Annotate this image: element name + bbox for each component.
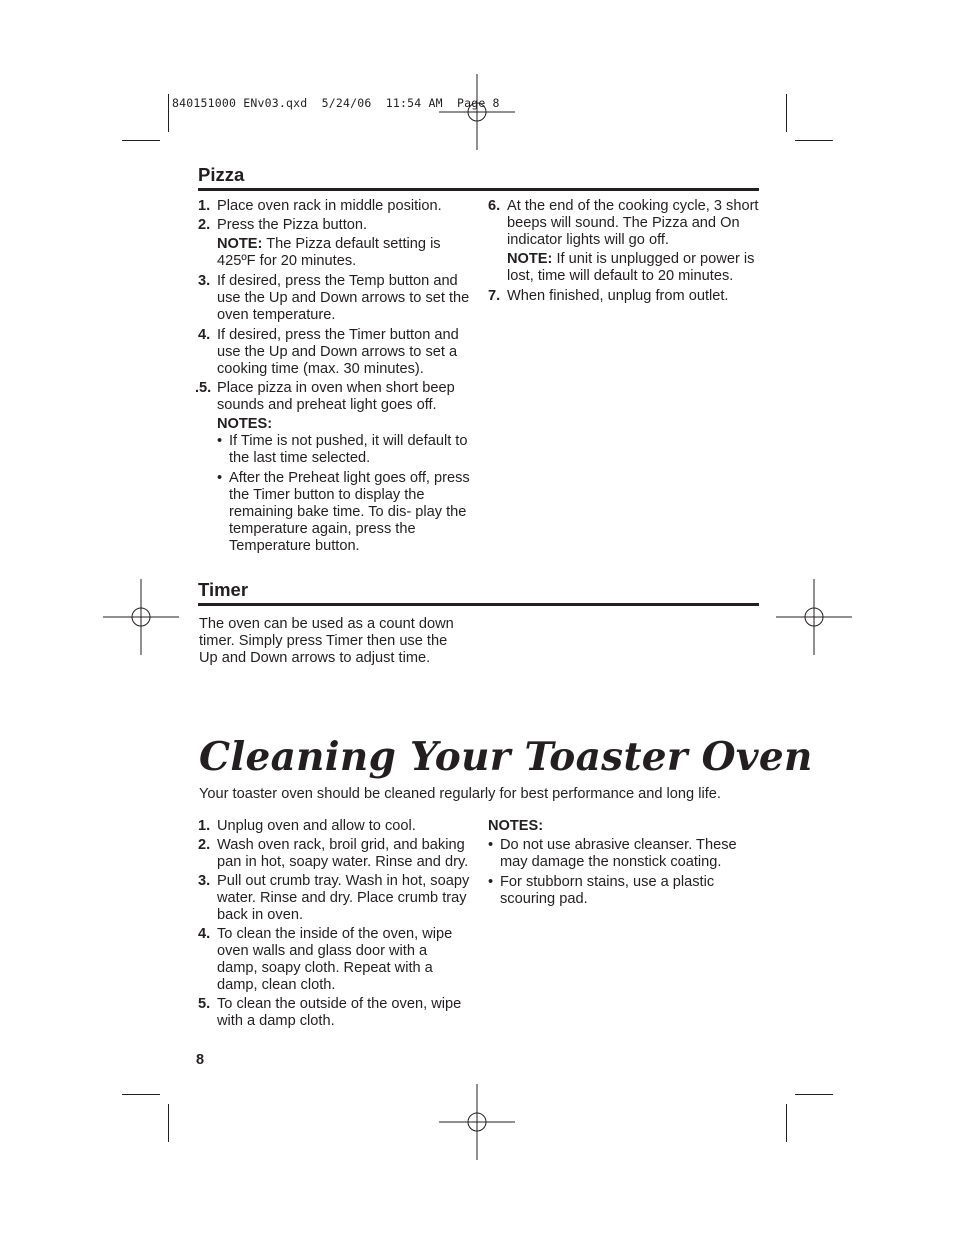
bullet-text: If Time is not pushed, it will default to the last time selected.	[229, 433, 468, 466]
notes-heading: NOTES:	[488, 818, 544, 834]
step-item	[198, 837, 470, 871]
cleaning-intro: Your toaster oven should be cleaned regularly for best performance and long life.	[199, 786, 721, 802]
step-text: Unplug oven and allow to cool.	[217, 818, 416, 834]
step-text: If desired, press the Timer button and use the Up and Down arrows to set a cooking time (max. 30 minutes).	[217, 327, 459, 377]
crop-mark	[168, 1104, 169, 1142]
step-text: To clean the inside of the oven, wipe oven walls and glass door with a damp, soapy cloth. Repeat with a damp, clean cloth.	[217, 926, 453, 993]
cleaning-steps	[198, 818, 470, 1032]
step-item	[198, 873, 470, 924]
page-title: Cleaning Your Toaster Oven	[199, 734, 813, 780]
registration-mark-icon	[439, 1084, 515, 1160]
section-title-pizza: Pizza	[198, 164, 245, 185]
step-item	[198, 273, 470, 324]
crop-mark	[786, 1104, 787, 1142]
timer-text: The oven can be used as a count down timer. Simply press Timer then use the Up and Down arrows to adjust time.	[199, 616, 454, 666]
bullet-icon: •	[488, 874, 494, 890]
step-item	[198, 327, 470, 378]
bullet-text: After the Preheat light goes off, press the Timer button to display the remaining bake time. To dis- play the temperature again, press the Temperature button.	[229, 470, 470, 554]
note-text: If unit is unplugged or power is lost, time will default to 20 minutes.	[507, 251, 755, 284]
step-number: 4.	[198, 327, 211, 343]
step-text: If desired, press the Temp button and use the Up and Down arrows to set the oven temperature.	[217, 273, 470, 323]
step-number: 2.	[198, 837, 211, 853]
print-slug: 840151000 ENv03.qxd 5/24/06 11:54 AM Page 8	[172, 96, 500, 110]
step-item	[198, 818, 470, 835]
step-note	[507, 251, 760, 285]
step-number: 3.	[198, 273, 211, 289]
step-item	[195, 380, 470, 555]
step-number: 4.	[198, 926, 211, 942]
step-text: Press the Pizza button.	[217, 217, 368, 233]
step-item	[198, 217, 470, 270]
step-text: Place pizza in oven when short beep sounds and preheat light goes off.	[217, 380, 455, 413]
section-rule	[198, 603, 759, 606]
crop-mark	[786, 94, 787, 132]
step-number: .5.	[195, 380, 212, 396]
step-number: 1.	[198, 818, 211, 834]
page-number: 8	[196, 1052, 205, 1068]
step-text: At the end of the cooking cycle, 3 short beeps will sound. The Pizza and On indicator lights will go off.	[507, 198, 759, 248]
step-number: 2.	[198, 217, 211, 233]
bullet-icon: •	[217, 470, 223, 486]
step-number: 6.	[488, 198, 501, 214]
step-number: 1.	[198, 198, 211, 214]
note-label: NOTE:	[507, 251, 553, 267]
step-item	[488, 198, 760, 285]
notes-heading: NOTES:	[217, 416, 273, 432]
registration-mark-icon	[103, 579, 179, 655]
note-bullet	[488, 837, 760, 871]
registration-mark-icon	[776, 579, 852, 655]
note-label: NOTE:	[217, 236, 263, 252]
step-item	[198, 996, 470, 1030]
crop-mark	[168, 94, 169, 132]
note-bullet	[217, 470, 470, 555]
step-number: 5.	[198, 996, 211, 1012]
note-text: The Pizza default setting is 425ºF for 20 minutes.	[217, 236, 441, 269]
crop-mark	[122, 140, 160, 141]
pizza-steps-left	[195, 198, 470, 558]
bullet-icon: •	[488, 837, 494, 853]
step-item	[198, 926, 470, 994]
note-bullet	[488, 874, 760, 908]
registration-mark-icon	[439, 74, 515, 150]
step-text: When finished, unplug from outlet.	[507, 288, 729, 304]
step-item	[488, 288, 760, 305]
section-rule	[198, 188, 759, 191]
pizza-steps-right	[488, 198, 760, 307]
bullet-text: Do not use abrasive cleanser. These may damage the nonstick coating.	[500, 837, 737, 870]
step-number: 3.	[198, 873, 211, 889]
crop-mark	[122, 1094, 160, 1095]
crop-mark	[795, 140, 833, 141]
step-note	[217, 236, 470, 270]
step-item	[198, 198, 470, 215]
bullet-icon: •	[217, 433, 223, 449]
step-text: Place oven rack in middle position.	[217, 198, 442, 214]
step-text: Wash oven rack, broil grid, and baking pan in hot, soapy water. Rinse and dry.	[217, 837, 469, 870]
bullet-text: For stubborn stains, use a plastic scouring pad.	[500, 874, 715, 907]
step-text: Pull out crumb tray. Wash in hot, soapy water. Rinse and dry. Place crumb tray back in oven.	[217, 873, 470, 923]
crop-mark	[795, 1094, 833, 1095]
step-text: To clean the outside of the oven, wipe with a damp cloth.	[217, 996, 462, 1029]
note-bullet	[217, 433, 470, 467]
step-number: 7.	[488, 288, 501, 304]
cleaning-notes	[488, 818, 760, 911]
section-title-timer: Timer	[198, 579, 249, 600]
